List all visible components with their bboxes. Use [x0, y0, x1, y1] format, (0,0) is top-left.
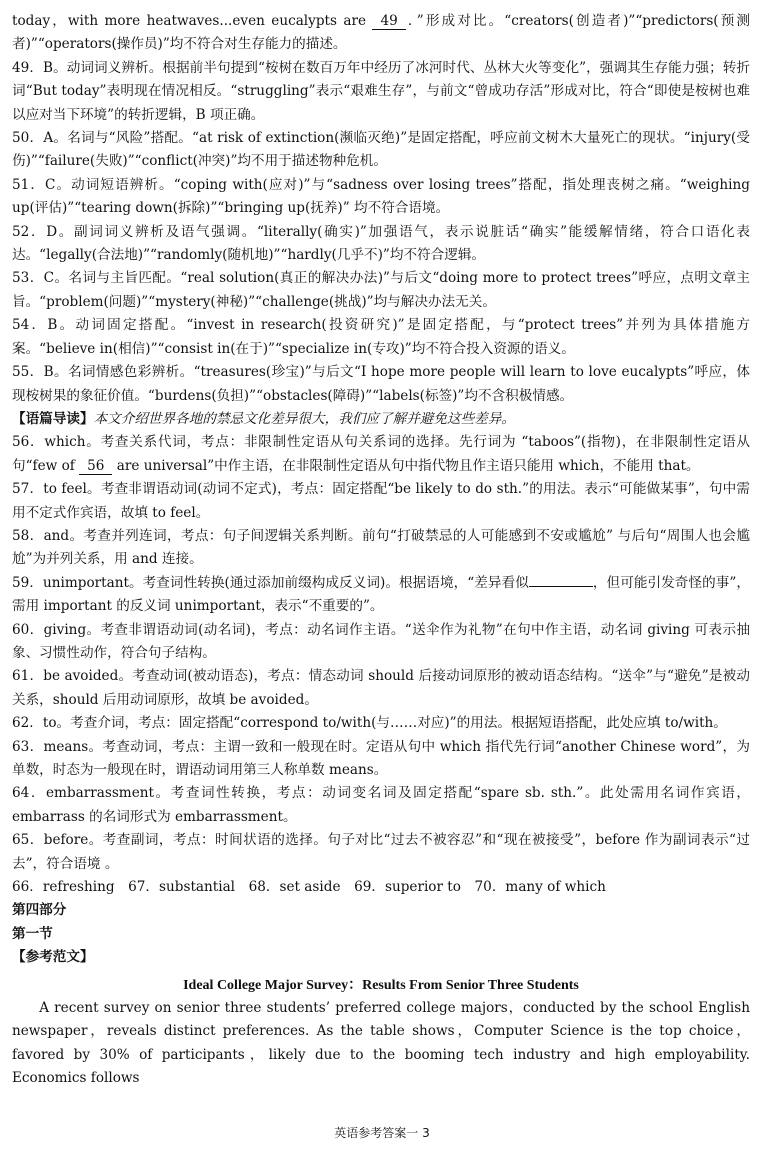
section-heading: 第四部分 — [12, 902, 67, 919]
answer-blank: 56 — [79, 458, 112, 475]
subsection-heading: 第一节 — [12, 925, 53, 942]
answers-60-70 — [12, 619, 750, 900]
q48-continuation — [12, 10, 750, 57]
answer-item: 65．before。考查副词，考点：时间状语的选择。句子对比“过去不被容忍”和“现在被接受”，before 作为副词表示“过去”，符合语境 。 — [12, 832, 750, 872]
answer-blank: 49 — [372, 13, 405, 30]
answer-item: 62．to。考查介词，考点：固定搭配“correspond to/with(与……对应)”的用法。根据短语搭配，此处应填 to/with。 — [12, 715, 727, 732]
text-post: ，但可能引发奇怪的事”，需用 important 的反义词 unimportant，表示“不重要的”。 — [12, 574, 750, 615]
answer-item: 49．B。动词词义辨析。根据前半句提到“桉树在数百万年中经历了冰河时代、丛林大火等变化”，强调其生存能力强；转折词“But today”表明现在情况相反。“struggling”表示“艰难生存”，与前文“曾成功存活”形成对比，符合“即使是桉树也难以应对当下环境”的转折逻辑，B 项正确。 — [12, 59, 750, 123]
answer-item: 60．giving。考查非谓语动词(动名词)，考点：动名词作主语。“送伞作为礼物”在句中作主语，动名词 giving 可表示抽象、习惯性动作，符合句子结构。 — [12, 621, 750, 661]
passage-guide — [12, 408, 750, 431]
answer-item-58: 58．and。考查并列连词，考点：句子间逻辑关系判断。前句“打破禁忌的人可能感到不安或尴尬” 与后句“周围人也会尴尬”为并列关系，用 and 连接。 — [12, 527, 750, 568]
text-post: ．”形成对比。“creators(创造者)”“predictors(预测者)”“operators(操作员)”均不符合对生存能力的描述。 — [12, 13, 750, 53]
answer-item-59 — [12, 572, 750, 619]
text-pre: today，with more heatwaves...even eucalypts are — [12, 13, 373, 29]
empty-blank — [529, 572, 593, 587]
answer-item-57: 57．to feel。考查非谓语动词(动词不定式)，考点：固定搭配“be likely to do sth.”的用法。表示“可能做某事”，句中需用不定式作宾语，故填 to feel。 — [12, 481, 750, 521]
answer-item: 54．B。动词固定搭配。“invest in research(投资研究)”是固定搭配，与“protect trees”并列为具体措施方案。“believe in(相信)”“consist in(在于)”“specialize in(专攻)”均不符合投入资源的语义。 — [12, 317, 750, 357]
answer-item-summary: 66．refreshing 67．substantial 68．set aside 69．superior to 70．many of which — [12, 879, 606, 896]
answer-item: 64．embarrassment。考查词性转换，考点：动词变名词及固定搭配“spare sb. sth.”。此处需用名词作宾语，embarrass 的名词形式为 embarrassment。 — [12, 785, 750, 825]
guide-text: 本文介绍世界各地的禁忌文化差异很大，我们应了解并避免这些差异。 — [93, 410, 515, 427]
text-pre: 59．unimportant。考查词性转换(通过添加前缀构成反义词)。根据语境，“差异看似 — [12, 574, 529, 591]
text-pre: 56．which。考查关系代词，考点：非限制性定语从句关系词的选择。先行词为 “taboos”(指物)，在非限制性定语从句“few of — [12, 434, 750, 474]
answer-item: 52．D。副词词义辨析及语气强调。“literally(确实)”加强语气，表示说脏话“确实”能缓解情绪，符合口语化表达。“legally(合法地)”“randomly(随机地)”“hardly(几乎不)”均不符合逻辑。 — [12, 223, 750, 264]
answer-item: 55．B。名词情感色彩辨析。“treasures(珍宝)”与后文“I hope more people will learn to love eucalypts”呼应，体现桉树果的象征价值。“burdens(负担)”“obstacles(障碍)”“labels(标签)”均不含积极情感。 — [12, 364, 750, 404]
essay-body: A recent survey on senior three students’ preferred college majors，conducted by the school English newspaper，reveals distinct preferences. As the table shows，Computer Science is the top choice，favored by 30% of participants，likely due to the booming tech industry and high employability. Economics follows — [12, 1000, 750, 1087]
answer-item: 61．be avoided。考查动词(被动语态)，考点：情态动词 should 后接动词原形的被动语态结构。“送伞”与“避免”是被动关系，should 后用动词原形，故填 be avoided。 — [12, 668, 750, 708]
essay-title: Ideal College Major Survey：Results From Senior Three Students — [183, 977, 579, 993]
text-post: are universal”中作主语，在非限制性定语从句中指代物且作主语只能用 which，不能用 that。 — [112, 457, 700, 474]
answers-49-55 — [12, 57, 750, 408]
page-footer: 英语参考答案一 3 — [334, 1125, 430, 1140]
answer-item: 63．means。考查动词，考点：主谓一致和一般现在时。定语从句中 which 指代先行词“another Chinese word”，为单数，时态为一般现在时，谓语动词用第三人称单数 means。 — [12, 738, 750, 778]
guide-label: 【语篇导读】 — [12, 410, 94, 427]
answer-item-56 — [12, 431, 750, 478]
answer-item: 53．C。名词与主旨匹配。“real solution(真正的解决办法)”与后文“doing more to protect trees”呼应，点明文章主旨。“problem(问题)”“mystery(神秘)”“challenge(挑战)”均与解决办法无关。 — [12, 270, 750, 310]
answer-item: 51．C。动词短语辨析。“coping with(应对)”与“sadness over losing trees”搭配，指处理丧树之痛。“weighing up(评估)”“tearing down(拆除)”“bringing up(抚养)” 均不符合语境。 — [12, 176, 750, 217]
answer-item: 50．A。名词与“风险”搭配。“at risk of extinction(濒临灭绝)”是固定搭配，呼应前文树木大量死亡的现状。“injury(受伤)”“failure(失败)”“conflict(冲突)”均不用于描述物种危机。 — [12, 130, 750, 170]
sample-essay-label: 【参考范文】 — [12, 949, 94, 966]
